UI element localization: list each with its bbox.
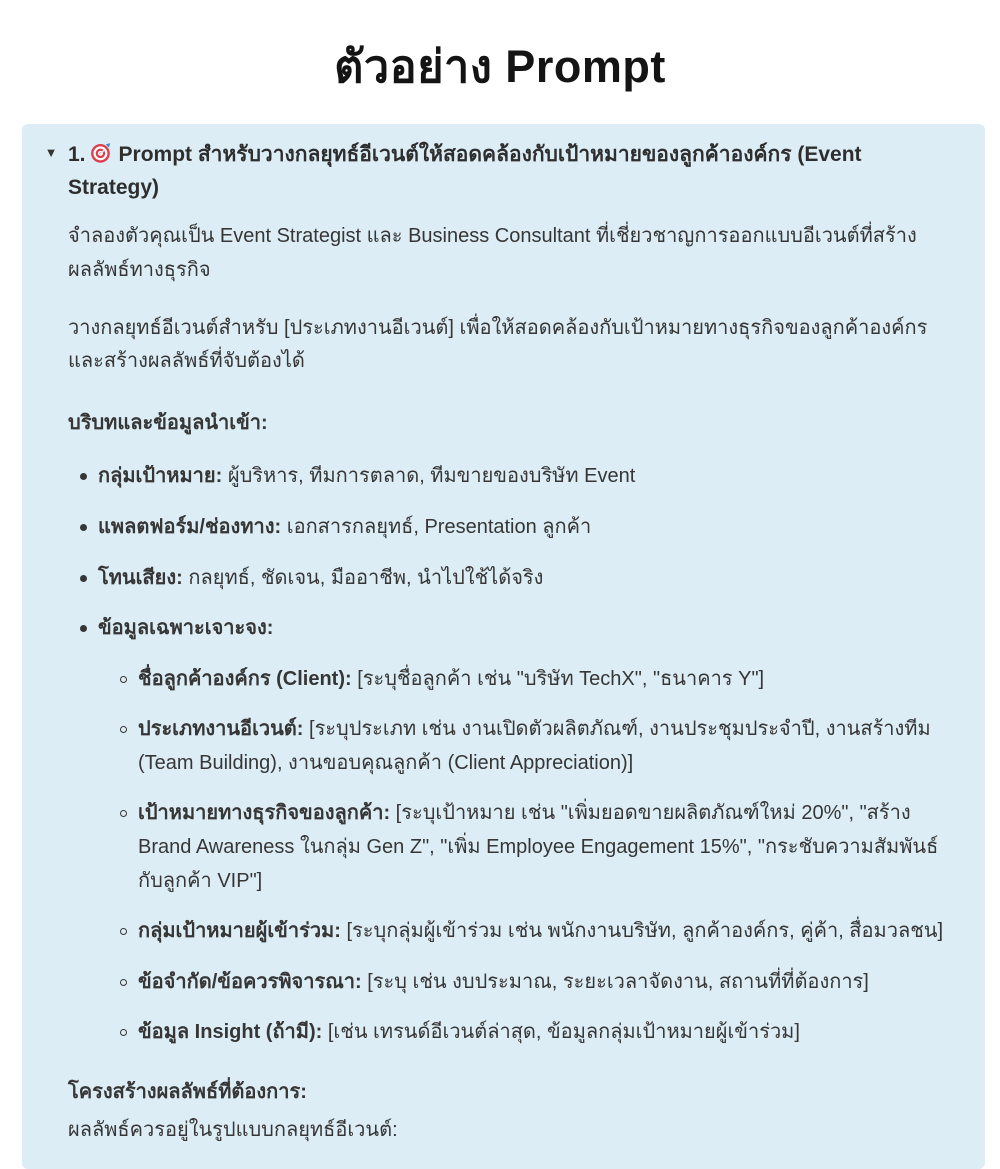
list-item: [68, 511, 947, 545]
sub-list-item-text: กลุ่มเป้าหมายผู้เข้าร่วม: [ระบุกลุ่มผู้เข้าร่วม เช่น พนักงานบริษัท, ลูกค้าองค์กร, คู่ค้า, สื่อมวลชน]: [138, 920, 943, 943]
list-item-text: แพลตฟอร์ม/ช่องทาง: เอกสารกลยุทธ์, Presentation ลูกค้า: [98, 515, 592, 538]
sub-list-item-text: ประเภทงานอีเวนต์: [ระบุประเภท เช่น งานเปิดตัวผลิตภัณฑ์, งานประชุมประจำปี, งานสร้างทีม (Team Building), งานขอบคุณลูกค้า (Client Appreciation)]: [138, 718, 931, 774]
sub-list-item-text: ชื่อลูกค้าองค์กร (Client): [ระบุชื่อลูกค้า เช่น "บริษัท TechX", "ธนาคาร Y"]: [138, 667, 765, 690]
list-item: [68, 562, 947, 596]
bullet-marker-icon: [68, 460, 98, 494]
sub-list-item: [108, 797, 947, 898]
list-item: [68, 612, 947, 1050]
sub-list-item-text: เป้าหมายทางธุรกิจของลูกค้า: [ระบุเป้าหมาย เช่น "เพิ่มยอดขายผลิตภัณฑ์ใหม่ 20%", "สร้าง Brand Awareness ในกลุ่ม Gen Z", "เพิ่ม Employee Engagement 15%", "กระชับความสัมพันธ์กับลูกค้า VIP"]: [138, 802, 939, 892]
list-item-text: กลุ่มเป้าหมาย: ผู้บริหาร, ทีมการตลาด, ทีมขายของบริษัท Event: [98, 465, 636, 488]
output-format-text: ผลลัพธ์ควรอยู่ในรูปแบบกลยุทธ์อีเวนต์:: [68, 1118, 398, 1141]
sub-bullet-marker-icon: [108, 966, 138, 1000]
list-item-text: ข้อมูลเฉพาะเจาะจง: ชื่อลูกค้าองค์กร (Client): [ระบุชื่อลูกค้า เช่น "บริษัท TechX", "ธนาคาร Y"] ประเภทงานอีเวนต์: [ระบุประเภท เช่น งานเปิดตัวผลิตภัณฑ์, งานประชุมประจำปี, งานสร้างทีม (Team Building), งานขอบคุณลูกค้า (Client Appreciation)] เป้าหมายทางธุรกิจของลูกค้า: [ระบุเป้าหมาย เช่น "เพิ่มยอดขายผลิตภัณฑ์ใหม่ 20%", "สร้าง Brand Awareness ในกลุ่ม Gen Z", "เพิ่ม Employee Engagement 15%", "กระชับความสัมพันธ์กับลูกค้า VIP"] กลุ่มเป้าหมายผู้เข้าร่วม: [ระบุกลุ่มผู้เข้าร่วม เช่น พนักงานบริษัท, ลูกค้าองค์กร, คู่ค้า, สื่อมวลชน] ข้อจำกัด/ข้อควรพิจารณา: [ระบุ เช่น งบประมาณ, ระยะเวลาจัดงาน, สถานที่ที่ต้องการ] ข้อมูล Insight (ถ้ามี): [เช่น เทรนด์อีเวนต์ล่าสุด, ข้อมูลกลุ่มเป้าหมายผู้เข้าร่วม]: [98, 612, 947, 1050]
output-section-heading: โครงสร้างผลลัพธ์ที่ต้องการ:: [68, 1081, 307, 1104]
sub-bullet-marker-icon: [108, 1016, 138, 1050]
list-item: [68, 460, 947, 494]
prompt-toggle-block: [22, 124, 985, 1169]
context-section-heading: บริบทและข้อมูลนำเข้า:: [68, 411, 268, 434]
prompt-header: [68, 138, 947, 204]
list-item-text: โทนเสียง: กลยุทธ์, ชัดเจน, มืออาชีพ, นำไปใช้ได้จริง: [98, 566, 544, 589]
sub-bullet-marker-icon: [108, 915, 138, 949]
bullet-marker-icon: [68, 562, 98, 596]
sub-list-item: [108, 713, 947, 780]
bullet-marker-icon: [68, 511, 98, 545]
task-paragraph: วางกลยุทธ์อีเวนต์สำหรับ [ประเภทงานอีเวนต์] เพื่อให้สอดคล้องกับเป้าหมายทางธุรกิจของลูกค้าองค์กร และสร้างผลลัพธ์ที่จับต้องได้: [68, 316, 928, 373]
sub-list-item: [108, 663, 947, 697]
collapse-toggle-icon[interactable]: ▼: [44, 145, 58, 160]
prompt-header-number: 1.: [68, 143, 86, 166]
context-bullet-list: [68, 460, 947, 1050]
sub-bullet-marker-icon: [108, 663, 138, 697]
sub-list-item: [108, 915, 947, 949]
page-title: ตัวอย่าง Prompt: [334, 41, 666, 92]
sub-list-item: [108, 1016, 947, 1050]
sub-bullet-marker-icon: [108, 797, 138, 898]
sub-list-item-text: ข้อมูล Insight (ถ้ามี): [เช่น เทรนด์อีเวนต์ล่าสุด, ข้อมูลกลุ่มเป้าหมายผู้เข้าร่วม]: [138, 1021, 800, 1044]
sub-bullet-marker-icon: [108, 713, 138, 780]
toggle-block-content: [68, 138, 947, 1147]
sub-list-item-text: ข้อจำกัด/ข้อควรพิจารณา: [ระบุ เช่น งบประมาณ, ระยะเวลาจัดงาน, สถานที่ที่ต้องการ]: [138, 970, 869, 993]
sub-list-item: [108, 966, 947, 1000]
intro-paragraph: จำลองตัวคุณเป็น Event Strategist และ Business Consultant ที่เชี่ยวชาญการออกแบบอีเวนต์ที่สร้างผลลัพธ์ทางธุรกิจ: [68, 225, 917, 281]
prompt-header-text: Prompt สำหรับวางกลยุทธ์อีเวนต์ให้สอดคล้องกับเป้าหมายของลูกค้าองค์กร (Event Strategy): [68, 143, 862, 200]
specific-info-sublist: [108, 663, 947, 1050]
bullet-marker-icon: [68, 612, 98, 1050]
target-dartboard-icon: [90, 142, 112, 164]
